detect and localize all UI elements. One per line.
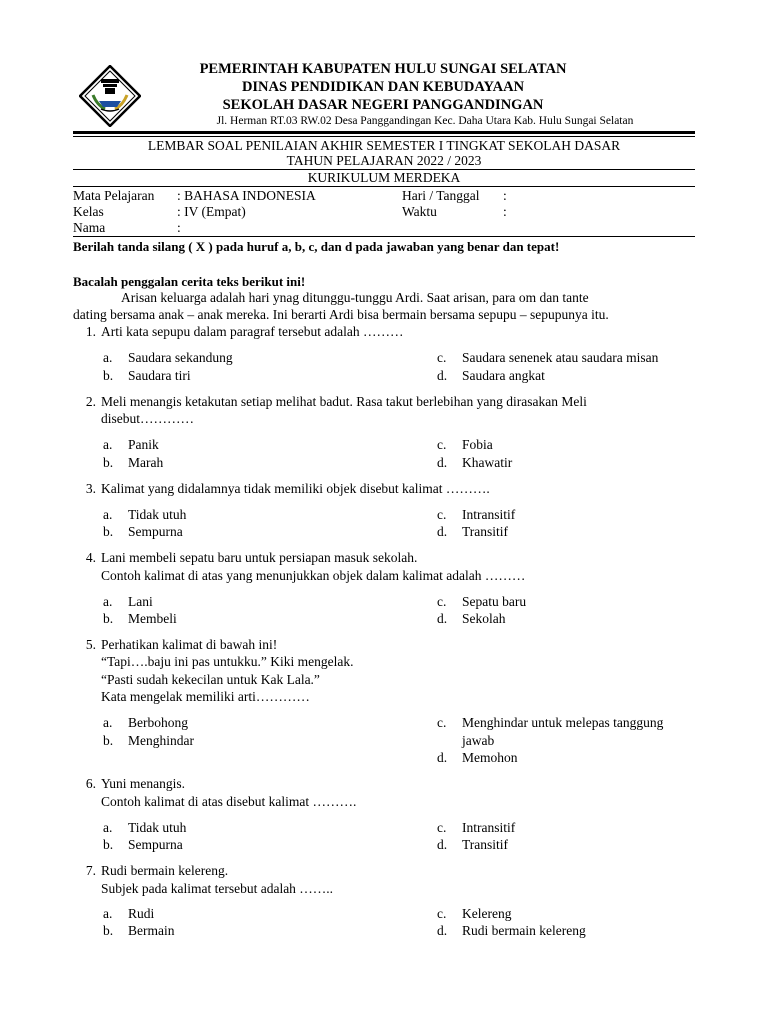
option-c[interactable]: c. Kelereng	[437, 906, 512, 921]
curriculum-title: KURIKULUM MERDEKA	[307, 170, 461, 185]
question-text: Contoh kalimat di atas yang menunjukkan objek dalam kalimat adalah ………	[101, 568, 526, 583]
question-text: Kalimat yang didalamnya tidak memiliki objek disebut kalimat ……….	[101, 481, 490, 496]
option-a[interactable]: a. Tidak utuh	[103, 507, 187, 522]
question-number: 7.	[85, 863, 96, 878]
question-text: Yuni menangis.	[101, 776, 185, 791]
name-value: :	[177, 220, 181, 235]
header-department: DINAS PENDIDIKAN DAN KEBUDAYAAN	[241, 79, 525, 95]
exam-title: LEMBAR SOAL PENILAIAN AKHIR SEMESTER I TINGKAT SEKOLAH DASAR	[147, 138, 621, 153]
question-text: disebut…………	[101, 411, 194, 426]
header-address: Jl. Herman RT.03 RW.02 Desa Panggandingan Kec. Daha Utara Kab. Hulu Sungai Selatan	[216, 115, 634, 127]
option-d[interactable]: d. Sekolah	[437, 611, 506, 626]
time-label: Waktu	[402, 204, 437, 219]
question-number: 2.	[85, 394, 96, 409]
question-number: 6.	[85, 776, 96, 791]
option-d[interactable]: d. Khawatir	[437, 455, 513, 470]
option-c[interactable]: c. Menghindar untuk melepas tanggung jawab	[437, 715, 664, 748]
option-d[interactable]: d. Transitif	[437, 524, 509, 539]
option-c[interactable]: c. Intransitif	[437, 507, 516, 522]
option-a[interactable]: a. Saudara sekandung	[103, 350, 233, 365]
name-label: Nama	[73, 220, 106, 235]
option-b[interactable]: b. Marah	[103, 455, 164, 470]
header-school: SEKOLAH DASAR NEGERI PANGGANDINGAN	[222, 97, 544, 113]
school-year: TAHUN PELAJARAN 2022 / 2023	[286, 153, 482, 168]
question-number: 4.	[85, 550, 96, 565]
option-c[interactable]: c. Fobia	[437, 437, 493, 452]
day-value: :	[503, 188, 507, 203]
option-a[interactable]: a. Rudi	[103, 906, 155, 921]
option-a[interactable]: a. Berbohong	[103, 715, 188, 730]
instruction: Berilah tanda silang ( X ) pada huruf a, b, c, dan d pada jawaban yang benar dan tepat!	[73, 239, 560, 254]
option-d[interactable]: d. Saudara angkat	[437, 368, 545, 383]
regency-emblem-icon	[79, 65, 141, 127]
reading-line-1: Arisan keluarga adalah hari ynag ditunggu-tunggu Ardi. Saat arisan, para om dan tante	[121, 290, 589, 305]
option-c[interactable]: c. Sepatu baru	[437, 594, 527, 609]
subject-label: Mata Pelajaran	[73, 188, 155, 203]
class-value: : IV (Empat)	[177, 204, 246, 219]
option-d[interactable]: d. Rudi bermain kelereng	[437, 923, 586, 938]
question-text: “Pasti sudah kekecilan untuk Kak Lala.”	[101, 672, 320, 687]
question-text: Perhatikan kalimat di bawah ini!	[101, 637, 278, 652]
header-divider-thin	[73, 136, 695, 137]
meta-divider	[73, 236, 695, 237]
option-b[interactable]: b. Sempurna	[103, 524, 183, 539]
reading-line-2: dating bersama anak – anak mereka. Ini berarti Ardi bisa bermain bersama sepupu – sepupunya itu.	[73, 307, 609, 322]
class-label: Kelas	[73, 204, 104, 219]
day-label: Hari / Tanggal	[402, 188, 480, 203]
option-a[interactable]: a. Lani	[103, 594, 153, 609]
question-text: Subjek pada kalimat tersebut adalah ……..	[101, 881, 334, 896]
title-divider-bottom	[73, 186, 695, 187]
option-c[interactable]: c. Saudara senenek atau saudara misan	[437, 350, 659, 365]
subject-value: : BAHASA INDONESIA	[177, 188, 316, 203]
option-b[interactable]: b. Menghindar	[103, 733, 194, 748]
time-value: :	[503, 204, 507, 219]
question-text: Arti kata sepupu dalam paragraf tersebut adalah ………	[101, 324, 404, 339]
option-b[interactable]: b. Membeli	[103, 611, 177, 626]
header-government: PEMERINTAH KABUPATEN HULU SUNGAI SELATAN	[199, 61, 567, 77]
option-b[interactable]: b. Bermain	[103, 923, 175, 938]
reading-heading: Bacalah penggalan cerita teks berikut ini!	[73, 274, 306, 289]
question-text: Kata mengelak memiliki arti…………	[101, 689, 310, 704]
question-text: Meli menangis ketakutan setiap melihat badut. Rasa takut berlebihan yang dirasakan Meli	[101, 394, 587, 409]
header-divider-thick	[73, 131, 695, 134]
option-d[interactable]: d. Transitif	[437, 837, 509, 852]
question-text: Rudi bermain kelereng.	[101, 863, 229, 878]
option-a[interactable]: a. Tidak utuh	[103, 820, 187, 835]
option-b[interactable]: b. Sempurna	[103, 837, 183, 852]
question-number: 1.	[85, 324, 96, 339]
option-b[interactable]: b. Saudara tiri	[103, 368, 191, 383]
question-number: 5.	[85, 637, 96, 652]
option-c[interactable]: c. Intransitif	[437, 820, 516, 835]
option-a[interactable]: a. Panik	[103, 437, 159, 452]
question-number: 3.	[85, 481, 96, 496]
question-text: Lani membeli sepatu baru untuk persiapan masuk sekolah.	[101, 550, 418, 565]
option-d[interactable]: d. Memohon	[437, 750, 518, 765]
question-text: “Tapi….baju ini pas untukku.” Kiki mengelak.	[101, 654, 354, 669]
question-text: Contoh kalimat di atas disebut kalimat ……….	[101, 794, 357, 809]
